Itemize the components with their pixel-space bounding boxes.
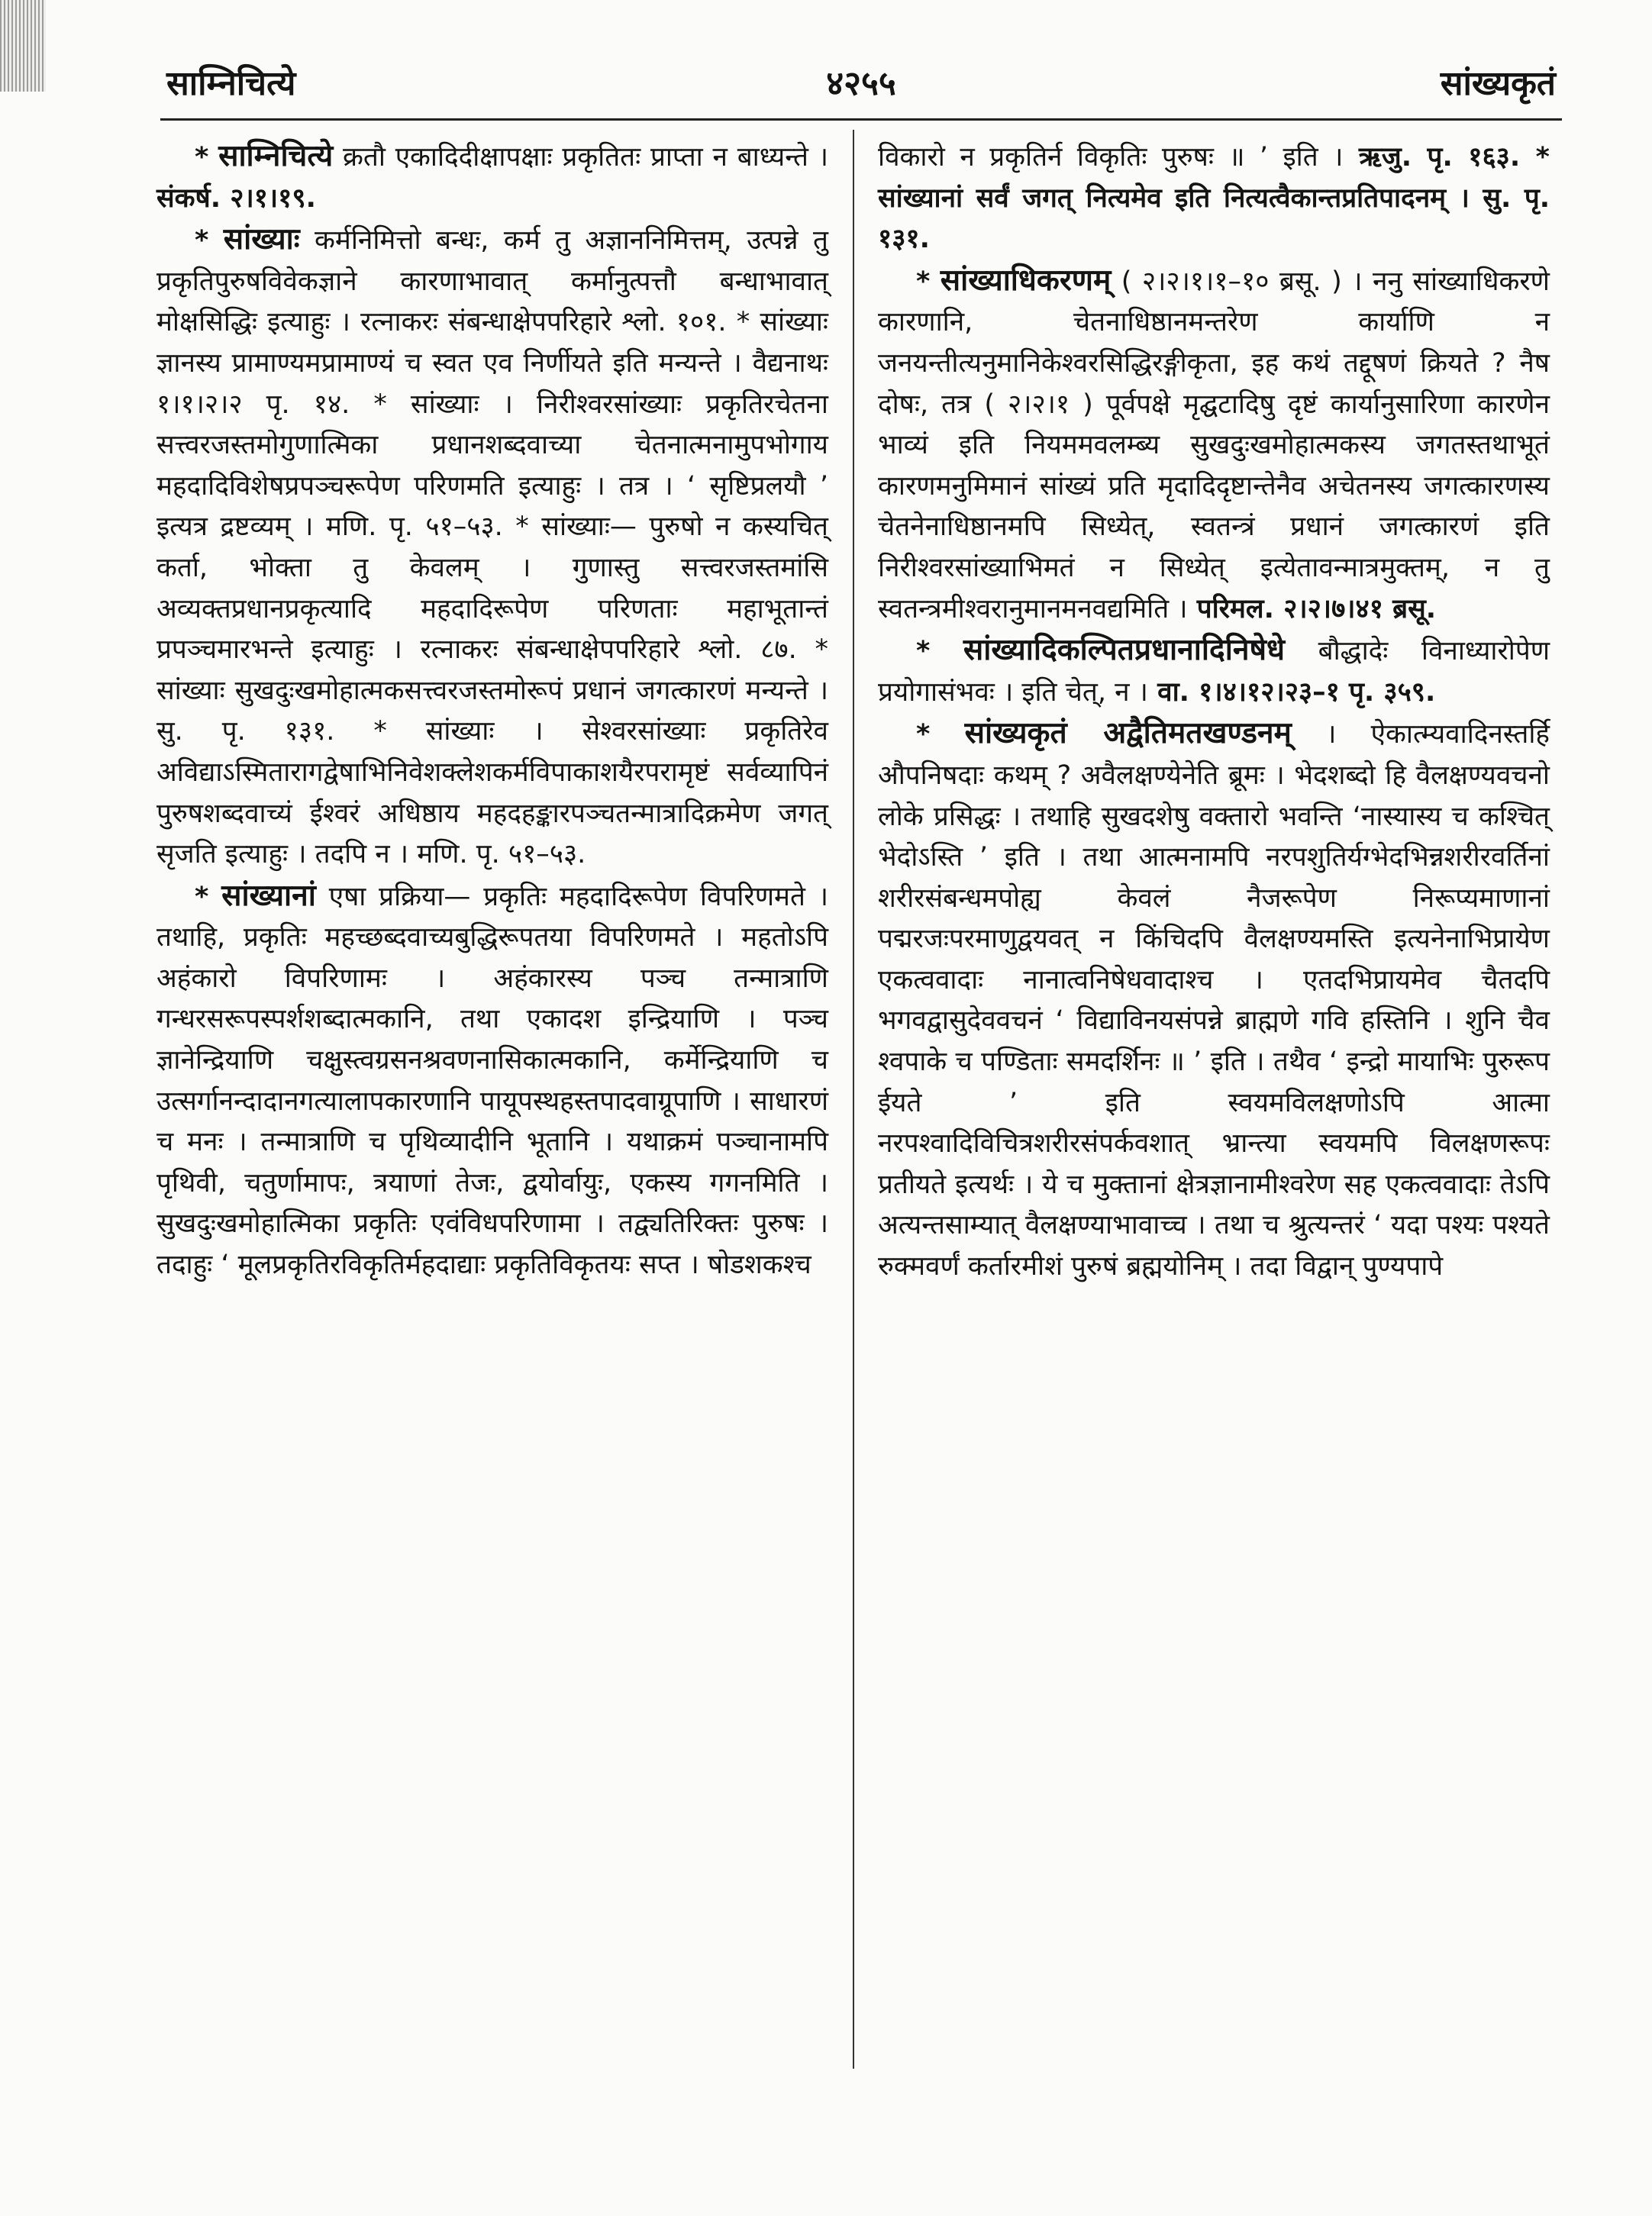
entry-reference: रत्नाकरः संबन्धाक्षेपपरिहारे श्लो. १०१. * सांख्याः ज्ञानस्य प्रामाण्यमप्रामाण्यं च स्वत एव निर्णीयते इति मन्यन्ते । वैद्यनाथः १।१।२।२ पृ. १४. * सांख्याः । निरीश्वरसांख्याः प्रकृतिरचेतना सत्त्वरजस्तमोगुणात्मिका प्रधानशब्दवाच्या चेतनात्मनामुपभोगाय महदादिविशेषप्रपञ्चरूपेण परिणमति इत्याहुः । तत्र । ‘ सृष्टिप्रलयौ ’ इत्यत्र द्रष्टव्यम् । मणि. पृ. ५१–५३. * सांख्याः— पुरुषो न कस्यचित् कर्ता, भोक्ता तु केवलम् । गुणास्तु सत्त्वरजस्तमांसि अव्यक्तप्रधानप्रकृत्यादि महदादिरूपेण परिणताः महाभूतान्तं प्रपञ्चमारभन्ते इत्याहुः । रत्नाकरः संबन्धाक्षेपपरिहारे श्लो. ८७. * सांख्याः सुखदुःखमोहात्मकसत्त्वरजस्तमोरूपं प्रधानं जगत्कारणं मन्यन्ते । सु. पृ. १३१. * सांख्याः । सेश्वरसांख्याः प्रकृतिरेव अविद्याऽस्मितारागद्वेषाभिनिवेशक्लेशकर्मविपाकाशयैरपरामृष्टं सर्वव्यापिनं पुरुषशब्दवाच्यं ईश्वरं अधिष्ठाय महदहङ्कारपञ्चतन्मात्रादिक्रमेण जगत् सृजति इत्याहुः । तदपि न । मणि. पृ. ५१–५३. — [156, 307, 828, 870]
header-left-word: साम्निचित्ये — [166, 64, 296, 103]
column-divider — [853, 130, 854, 2069]
entry-marker: * — [916, 636, 931, 667]
entry-text: बौद्धादेः विनाध्यारोपेण प्रयोगासंभवः । इति चेत्, न । — [878, 636, 1550, 708]
header-right-word: सांख्यकृतं — [1440, 64, 1556, 103]
scan-edge-artifact — [0, 0, 46, 92]
entry-text: । ऐकात्म्यवादिनस्तर्हि औपनिषदाः कथम् ? अवैलक्षण्येनेति ब्रूमः । भेदशब्दो हि वैलक्षण्यवचनो लोके प्रसिद्धः । तथाहि सुखदशेषु वक्तारो भवन्ति ‘नास्यास्य च कश्चित् भेदोऽस्ति ’ इति । तथा आत्मनामपि नरपशुतिर्यग्भेदभिन्नशरीरवर्तिनां शरीरसंबन्धमपोह्य केवलं नैजरूपेण निरूप्यमाणानां पद्मरजःपरमाणुद्वयवत् न किंचिदपि वैलक्षण्यमस्ति इत्यनेनाभिप्रायेण एकत्ववादाः नानात्वनिषेधवादाश्च । एतदभिप्रायमेव चैतदपि भगवद्वासुदेववचनं ‘ विद्याविनयसंपन्ने ब्राह्मणे गवि हस्तिनि । शुनि चैव श्वपाके च पण्डिताः समदर्शिनः ॥ ’ इति । तथैव ‘ इन्द्रो मायाभिः पुरुरूप ईयते ’ इति स्वयमविलक्षणोऽपि आत्मा नरपश्वादिविचित्रशरीरसंपर्कवशात् भ्रान्त्या स्वयमपि विलक्षणरूपः प्रतीयते इत्यर्थः । ये च मुक्तानां क्षेत्रज्ञानामीश्वरेण सह एकत्ववादाः तेऽपि अत्यन्तसाम्यात् वैलक्षण्याभावाच्च । तथा च श्रुत्यन्तरं ‘ यदा पश्यः पश्यते रुक्मवर्णं कर्तारमीशं पुरुषं ब्रह्मयोनिम् । तदा विद्वान् पुण्यपापे — [878, 719, 1550, 1282]
entry-marker: * — [195, 881, 209, 912]
entry-continuation — [878, 136, 1550, 260]
entry-samnichitye — [156, 136, 828, 219]
running-header — [166, 55, 1556, 108]
entry-text: कर्मनिमित्तो बन्धः, कर्म तु अज्ञाननिमित्तम्, उत्पन्ने तु प्रकृतिपुरुषविवेकज्ञाने कारणाभावात् कर्मानुत्पत्तौ बन्धाभावात् मोक्षसिद्धिः इत्याहुः । — [156, 225, 828, 338]
entry-marker: * — [916, 266, 931, 297]
entry-text: क्रतौ एकादिदीक्षापक्षाः प्रकृतितः प्राप्ता न बाध्यन्ते । — [333, 142, 828, 173]
left-column — [156, 136, 828, 1286]
entry-marker: * — [195, 142, 209, 173]
header-rule — [160, 118, 1562, 121]
entry-reference: परिमल. २।२।७।४१ ब्रसू. — [1187, 593, 1437, 624]
entry-headword: सांख्याः — [223, 222, 300, 257]
entry-text: ( २।२।१।१–१० ब्रसू. ) । ननु सांख्याधिकरणे कारणानि, चेतनाधिष्ठानमन्तरेण कार्याणि न जनयन्तीत्यनुमानिकेश्वरसिद्धिरङ्गीकृता, इह कथं तद्दूषणं क्रियते ? नैष दोषः, तत्र ( २।२।१ ) पूर्वपक्षे मृद्घटादिषु दृष्टं कार्यानुसारिणा कारणेन भाव्यं इति नियममवलम्ब्य सुखदुःखमोहात्मकस्य जगतस्तथाभूतं कारणमनुमिमानं सांख्यं प्रति मृदादिदृष्टान्तेनैव अचेतनस्य जगत्कारणस्य चेतनेनाधिष्ठानमपि सिध्येत्, स्वतन्त्रं प्रधानं जगत्कारणं इति निरीश्वरसांख्याभिमतं न सिध्येत् इत्येतावन्मात्रमुक्तम्, न तु स्वतन्त्रमीश्वरानुमानमनवद्यमिति । — [878, 266, 1550, 624]
entry-sankhyah — [156, 219, 828, 876]
entry-reference: ऋजु. पृ. १६३. * सांख्यानां सर्वं जगत् नित्यमेव इति नित्यत्वैकान्तप्रतिपादनम् । सु. पृ. १३१. — [878, 142, 1550, 255]
entry-reference: वा. १।४।१२।२३–१ पृ. ३५९. — [1147, 676, 1436, 708]
entry-headword: सांख्यानां — [221, 878, 316, 913]
entry-sankhyakritam — [878, 713, 1550, 1287]
entry-sankhyadhikaranam — [878, 260, 1550, 630]
entry-sankhyanam — [156, 876, 828, 1286]
page-number: ४२५५ — [826, 64, 896, 103]
entry-text: विकारो न प्रकृतिर्न विकृतिः पुरुषः ॥ ’ इति । — [878, 142, 1344, 173]
entry-headword: साम्निचित्ये — [218, 139, 334, 173]
entry-marker: * — [195, 225, 209, 256]
entry-reference: संकर्ष. २।१।१९. — [156, 182, 316, 214]
entry-marker: * — [916, 719, 931, 750]
entry-headword: सांख्यादिकल्पितप्रधानादिनिषेधे — [963, 633, 1285, 668]
right-column — [878, 136, 1550, 1288]
entry-headword: सांख्यकृतं अद्वैतिमतखण्डनम् — [964, 716, 1292, 751]
entry-headword: सांख्याधिकरणम् — [940, 263, 1112, 298]
entry-text: एषा प्रक्रिया— प्रकृतिः महदादिरूपेण विपरिणमते । तथाहि, प्रकृतिः महच्छब्दवाच्यबुद्धिरूपतया विपरिणमते । महतोऽपि अहंकारो विपरिणामः । अहंकारस्य पञ्च तन्मात्राणि गन्धरसरूपस्पर्शशब्दात्मकानि, तथा एकादश इन्द्रियाणि । पञ्च ज्ञानेन्द्रियाणि चक्षुस्त्वग्रसनश्रवणनासिकात्मकानि, कर्मेन्द्रियाणि च उत्सर्गानन्दादानगत्यालापकारणानि पायूपस्थहस्तपादवाग्रूपाणि । साधारणं च मनः । तन्मात्राणि च पृथिव्यादीनि भूतानि । यथाक्रमं पञ्चानामपि पृथिवी, चतुर्णामापः, त्रयाणां तेजः, द्वयोर्वायुः, एकस्य गगनमिति । सुखदुःखमोहात्मिका प्रकृतिः एवंविधपरिणामा । तद्व्यतिरिक्तः पुरुषः । तदाहुः ‘ मूलप्रकृतिरविकृतिर्महदाद्याः प्रकृतिविकृतयः सप्त । षोडशकश्च — [156, 881, 828, 1281]
entry-sankhyadikalpita — [878, 630, 1550, 713]
